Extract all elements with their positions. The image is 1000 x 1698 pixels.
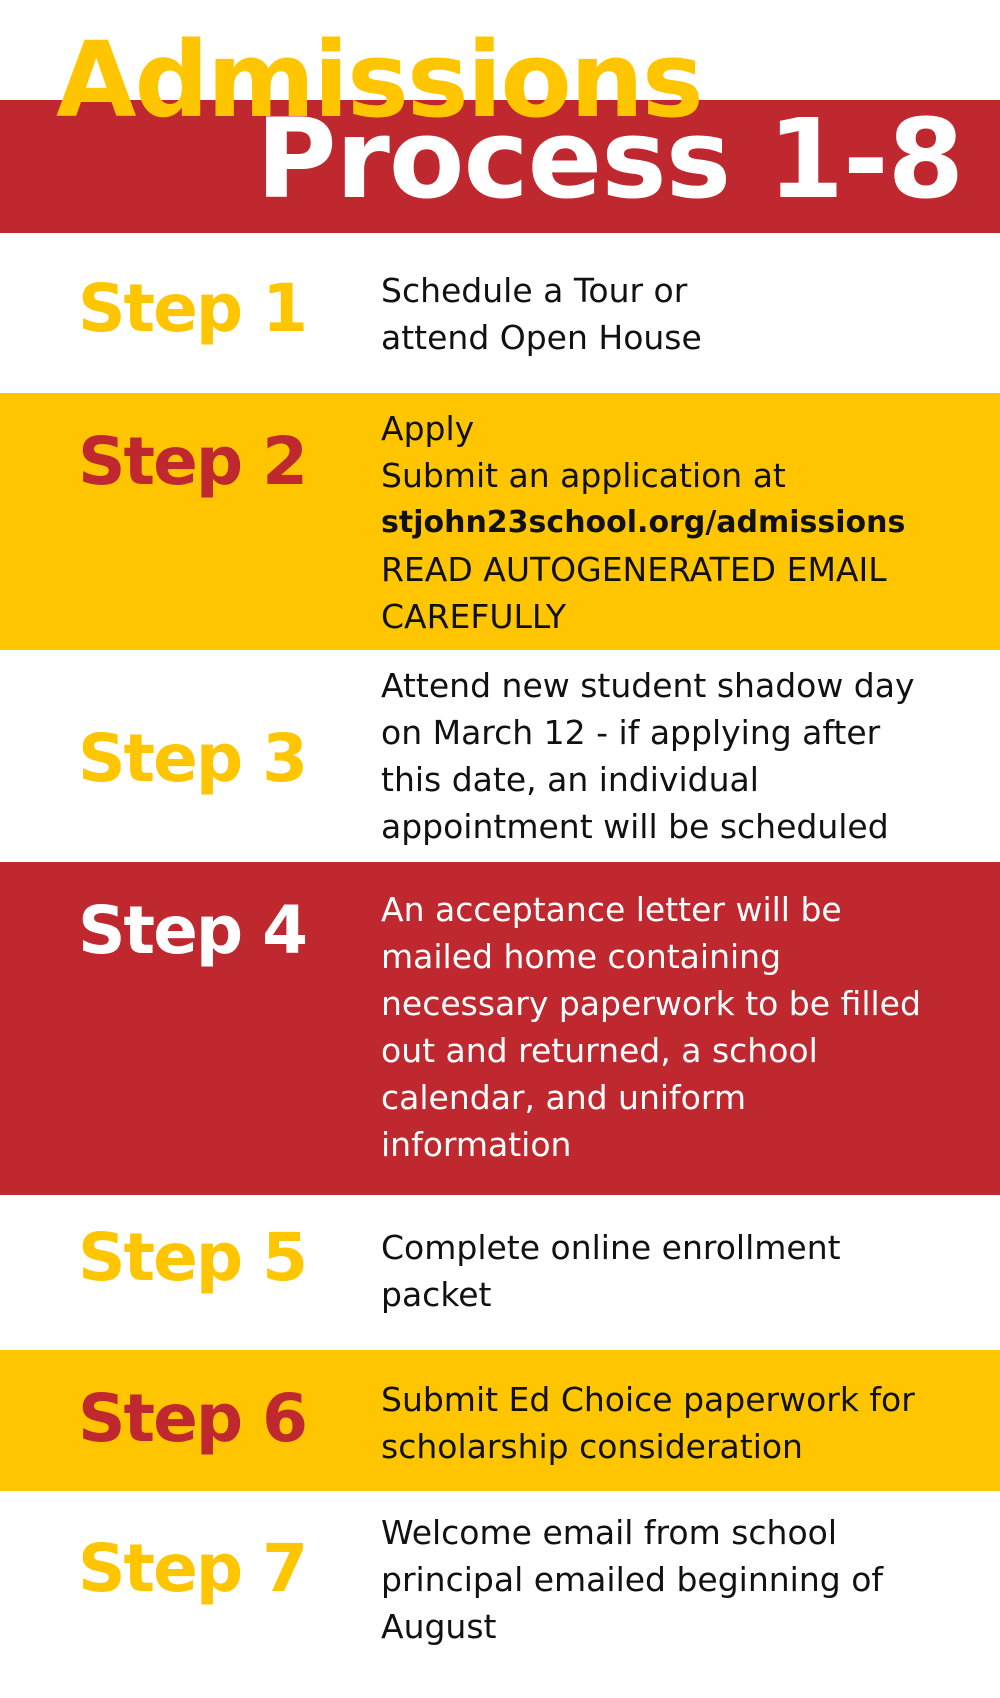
step-4-line: information — [381, 1125, 572, 1164]
step-text-1 — [381, 267, 971, 361]
step-7-line: August — [381, 1607, 497, 1646]
step-label-5: Step 5 — [78, 1219, 306, 1296]
step-text-5 — [381, 1224, 971, 1318]
step-4-line: out and returned, a school — [381, 1031, 818, 1070]
step-label-2: Step 2 — [78, 423, 306, 500]
step-4-line: mailed home containing — [381, 937, 782, 976]
step-label-1: Step 1 — [78, 270, 306, 347]
step-3-line: Attend new student shadow day — [381, 666, 915, 705]
step-5-line: packet — [381, 1275, 492, 1314]
step-3-line: appointment will be scheduled — [381, 807, 889, 846]
step-label-6: Step 6 — [78, 1380, 306, 1457]
step-text-6 — [381, 1376, 971, 1470]
step-text-3 — [381, 662, 971, 850]
step-2-line: Apply — [381, 409, 475, 448]
title-process: Process 1-8 — [256, 95, 964, 223]
step-1-line: Schedule a Tour or — [381, 271, 688, 310]
step-text-2 — [381, 405, 971, 640]
step-row-6 — [0, 1350, 1000, 1491]
step-5-line: Complete online enrollment — [381, 1228, 841, 1267]
step-4-line: calendar, and uniform — [381, 1078, 746, 1117]
step-3-line: this date, an individual — [381, 760, 759, 799]
step-label-3: Step 3 — [78, 720, 306, 797]
step-7-line: Welcome email from school — [381, 1513, 838, 1552]
step-text-4 — [381, 886, 971, 1168]
step-4-line: An acceptance letter will be — [381, 890, 842, 929]
step-1-line: attend Open House — [381, 318, 702, 357]
step-6-line: Submit Ed Choice paperwork for — [381, 1380, 915, 1419]
step-row-7 — [0, 1491, 1000, 1698]
step-row-1 — [0, 233, 1000, 393]
step-4-line: necessary paperwork to be filled — [381, 984, 921, 1023]
step-label-4: Step 4 — [78, 892, 306, 969]
step-row-3 — [0, 650, 1000, 862]
step-row-2 — [0, 393, 1000, 650]
step-row-5 — [0, 1195, 1000, 1350]
step-2-line: Submit an application at — [381, 456, 786, 495]
step-2-line: READ AUTOGENERATED EMAIL — [381, 550, 887, 589]
step-text-7 — [381, 1509, 971, 1650]
step-7-line: principal emailed beginning of — [381, 1560, 884, 1599]
step-3-line: on March 12 - if applying after — [381, 713, 881, 752]
title-admissions: Admissions — [56, 19, 702, 141]
step-2-website: stjohn23school.org/admissions — [381, 505, 906, 540]
header — [0, 0, 1000, 233]
step-label-7: Step 7 — [78, 1530, 306, 1607]
step-2-line: CAREFULLY — [381, 597, 567, 636]
step-row-4 — [0, 862, 1000, 1195]
step-6-line: scholarship consideration — [381, 1427, 803, 1466]
